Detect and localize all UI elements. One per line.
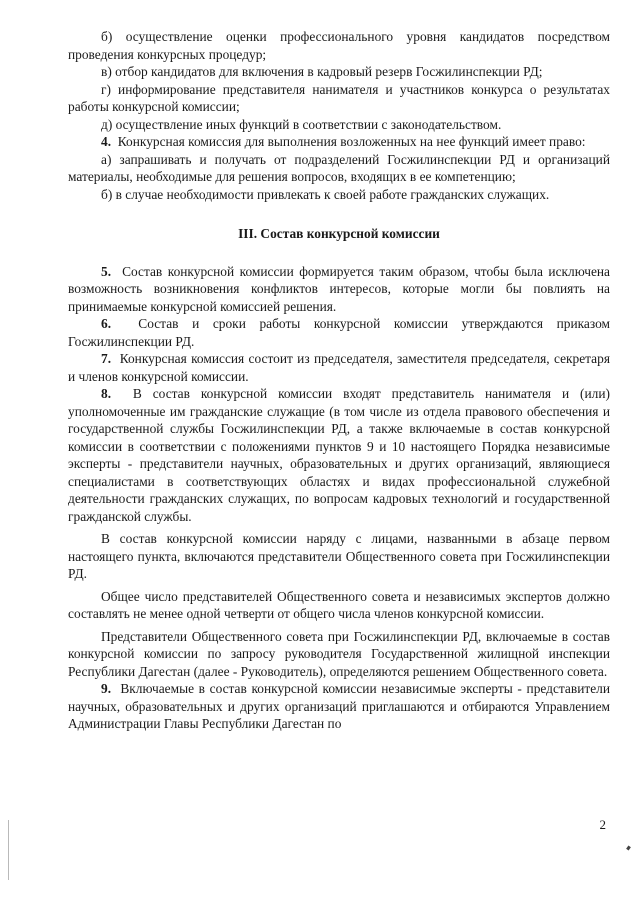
clause-number: 9. [101, 681, 112, 696]
paragraph-b-assessment [68, 28, 610, 63]
paragraph-text: Представители Общественного совета при Госжилинспекции РД, включаемые в состав конкурсной комиссии по запросу руководителя Государственной жилищной инспекции Республики Дагестан (далее - Руководитель), определяются решением Общественного совета. [68, 628, 610, 679]
paragraph-d-other-functions [68, 116, 610, 134]
clause-5 [68, 263, 610, 316]
paragraph-b-involve [68, 186, 610, 204]
page-number: 2 [599, 817, 606, 832]
paragraph-text: Состав и сроки работы конкурсной комиссии утверждаются приказом Госжилинспекции РД. [68, 316, 610, 349]
paragraph-text: а) запрашивать и получать от подразделений Госжилинспекции РД и организаций материалы, необходимые для решения вопросов, входящих в ее компетенцию; [68, 151, 610, 184]
paragraph-text: Общее число представителей Общественного совета и независимых экспертов должно составлять не менее одной четверти от общего числа членов конкурсной комиссии. [68, 588, 610, 621]
document-page [68, 28, 610, 733]
clause-9 [68, 680, 610, 733]
clause-number: 6. [101, 316, 112, 331]
paragraph-text: Конкурсная комиссия для выполнения возложенных на нее функций имеет право: [117, 134, 586, 149]
paragraph-text: б) в случае необходимости привлекать к своей работе гражданских служащих. [101, 186, 550, 202]
clause-8-paragraph-3 [68, 588, 610, 623]
clause-number: 4. [101, 134, 112, 149]
paragraph-text: б) осуществление оценки профессионального уровня кандидатов посредством проведения конкурсных процедур; [68, 29, 610, 62]
scan-artifact-mark [626, 846, 631, 851]
paragraph-a-request [68, 151, 610, 186]
paragraph-text: Включаемые в состав конкурсной комиссии независимые эксперты - представители научных, образовательных и других организаций приглашаются и отбираются Управлением Администрации Главы Республики Дагестан по [68, 681, 611, 731]
paragraph-g-informing [68, 81, 610, 116]
paragraph-text: Состав конкурсной комиссии формируется таким образом, чтобы была исключена возможность возникновения конфликтов интересов, которые могли бы повлиять на принимаемые конкурсной комиссией решения. [68, 263, 610, 314]
clause-8-paragraph-2 [68, 530, 610, 583]
paragraph-v-reserve [68, 63, 610, 81]
clause-number: 8. [101, 386, 112, 401]
paragraph-text: В состав конкурсной комиссии наряду с лицами, названными в абзаце первом настоящего пункта, включаются представители Общественного совета при Госжилинспекции РД. [68, 531, 610, 581]
paragraph-text: В состав конкурсной комиссии входят представитель нанимателя и (или) уполномоченные им гражданские служащие (в том числе из отдела правового обеспечения и государственной службы Госжилинспекции РД, а также включаемые в состав конкурсной комиссии в соответствии с положениями пунктов 9 и 10 настоящего Порядка независимые эксперты - представители научных, образовательных и других организаций, являющиеся специалистами в соответствующих областях и видах профессиональной служебной деятельности гражданских служащих, по вопросам кадровых технологий и государственной гражданской службы. [68, 386, 610, 524]
section-heading: III. Состав конкурсной комиссии [238, 226, 440, 241]
clause-number: 7. [101, 351, 112, 366]
clause-8-paragraph-4 [68, 628, 610, 681]
paragraph-text: д) осуществление иных функций в соответствии с законодательством. [101, 116, 502, 132]
paragraph-text: в) отбор кандидатов для включения в кадровый резерв Госжилинспекции РД; [101, 64, 543, 79]
clause-8 [68, 385, 610, 525]
scan-artifact-line [8, 820, 9, 880]
clause-4 [68, 133, 610, 151]
clause-6 [68, 315, 610, 350]
paragraph-text: г) информирование представителя нанимателя и участников конкурса о результатах работы конкурсной комиссии; [68, 81, 610, 114]
paragraph-text: Конкурсная комиссия состоит из председателя, заместителя председателя, секретаря и членов конкурсной комиссии. [68, 351, 610, 384]
clause-7 [68, 350, 610, 385]
clause-number: 5. [101, 263, 112, 279]
